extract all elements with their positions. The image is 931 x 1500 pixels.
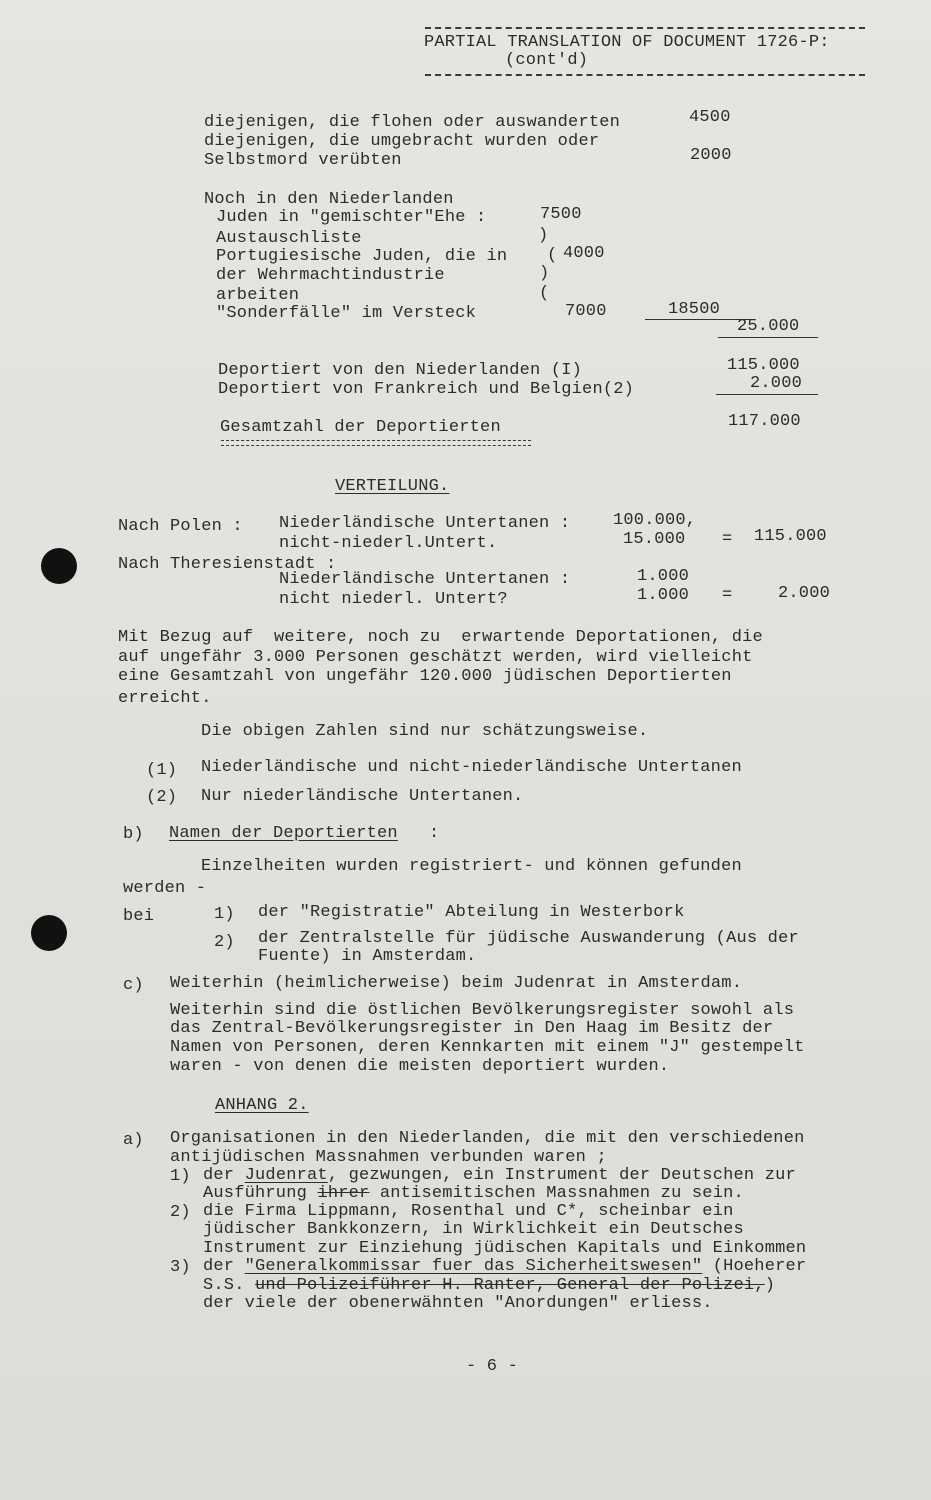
appendix-item-1-line-2c: antisemitischen Massnahmen zu sein. (369, 1184, 744, 1203)
netherlands-mixed-value: 7500 (540, 205, 582, 224)
names-line-2: werden - (123, 879, 207, 898)
deported-fr-label: Deportiert von Frankreich und Belgien(2) (218, 380, 635, 399)
deported-total-label: Gesamtzahl der Deportierten (220, 418, 501, 437)
netherlands-portuguese: Portugiesische Juden, die in (216, 247, 508, 266)
footnote-1-num: (1) (146, 761, 178, 780)
page-number: - 6 - (466, 1357, 519, 1376)
appendix-item-2-line-2: jüdischer Bankkonzern, in Wirklichkeit ein Deutsches (203, 1220, 744, 1239)
footnote-2-text: Nur niederländische Untertanen. (201, 787, 524, 806)
names-heading: Namen der Deportierten (169, 824, 398, 843)
total-rule (718, 337, 818, 338)
emigrated-value-3: 2000 (690, 146, 732, 165)
appendix-item-2-line-1: die Firma Lippmann, Rosenthal und C*, scheinbar ein (203, 1202, 734, 1221)
appendix-intro-2: antijüdischen Massnahmen verbunden waren ; (170, 1148, 607, 1167)
emigrated-line-2: diejenigen, die umgebracht wurden oder (204, 132, 600, 151)
footnote-2-num: (2) (146, 788, 178, 807)
appendix-heading: ANHANG 2. (215, 1096, 309, 1115)
bracket-2: ( (547, 246, 558, 265)
punch-hole-bottom (31, 915, 67, 951)
ther-equals: = (722, 586, 733, 605)
netherlands-hiding: "Sonderfälle" im Versteck (216, 304, 477, 323)
distribution-heading: VERTEILUNG. (335, 477, 450, 496)
appendix-item-3-strike: und Polizeiführer H. Ranter, General der Polizei, (255, 1276, 765, 1295)
netherlands-working: arbeiten (216, 286, 300, 305)
appendix-item-3-b: (Hoeherer (702, 1257, 807, 1276)
header-top-dashes (425, 27, 865, 29)
netherlands-exchange: Austauschliste (216, 229, 362, 248)
emigrated-line-3: Selbstmord verübten (204, 151, 402, 170)
further-line-1: Weiterhin (heimlicherweise) beim Judenrat in Amsterdam. (170, 974, 743, 993)
ther-total: 2.000 (778, 584, 831, 603)
punch-hole-top (41, 548, 77, 584)
emigrated-line-1: diejenigen, die flohen oder auswanderten (204, 113, 621, 132)
appendix-item-1-line-1 (203, 1166, 796, 1185)
appendix-item-1-a: der (203, 1166, 245, 1185)
poland-equals: = (722, 530, 733, 549)
netherlands-mixed: Juden in "gemischter"Ehe : (216, 208, 487, 227)
netherlands-subtotal: 18500 (668, 300, 721, 319)
netherlands-group-value: 4000 (563, 244, 605, 263)
bracket-1: ) (538, 226, 549, 245)
estimate-line-4: erreicht. (118, 689, 212, 708)
header-bottom-dashes (425, 74, 865, 76)
deported-fr-value: 2.000 (750, 374, 803, 393)
names-item-2-num: 2) (214, 933, 235, 952)
further-line-2: Weiterhin sind die östlichen Bevölkerungsregister sowohl als (170, 1001, 795, 1020)
names-item-2-text: der Zentralstelle für jüdische Auswanderung (Aus der (258, 929, 799, 948)
netherlands-total: 25.000 (737, 317, 800, 336)
appendix-label: a) (123, 1131, 144, 1150)
names-item-1-num: 1) (214, 905, 235, 924)
further-line-4: Namen von Personen, deren Kennkarten mit einem "J" gestempelt (170, 1038, 805, 1057)
appendix-item-3-general: "Generalkommissar fuer das Sicherheitswesen" (244, 1257, 703, 1276)
deported-nl-value: 115.000 (727, 356, 800, 375)
names-label: b) (123, 825, 144, 844)
poland-row-1-value: 100.000, (613, 511, 697, 530)
poland-row-2-value: 15.000 (623, 530, 686, 549)
appendix-item-3-line-2 (203, 1276, 775, 1295)
netherlands-wehrmacht: der Wehrmachtindustrie (216, 266, 445, 285)
bracket-3: ) (539, 264, 550, 283)
names-colon: : (429, 824, 440, 843)
header-title: PARTIAL TRANSLATION OF DOCUMENT 1726-P: (424, 33, 830, 52)
theresienstadt-label: Nach Theresienstadt : (118, 555, 337, 574)
estimate-note: Die obigen Zahlen sind nur schätzungsweise. (201, 722, 649, 741)
estimate-line-3: eine Gesamtzahl von ungefähr 120.000 jüdischen Deportierten (118, 667, 732, 686)
netherlands-hiding-value: 7000 (565, 302, 607, 321)
appendix-item-1-num: 1) (170, 1167, 191, 1186)
appendix-item-3-line-1 (203, 1257, 806, 1276)
header-contd: (cont'd) (505, 51, 589, 70)
deported-nl-label: Deportiert von den Niederlanden (I) (218, 361, 583, 380)
appendix-item-2-num: 2) (170, 1203, 191, 1222)
total-double-underline (221, 440, 531, 446)
ther-row-2: nicht niederl. Untert? (279, 590, 508, 609)
poland-row-1: Niederländische Untertanen : (279, 514, 571, 533)
bracket-4: ( (539, 284, 550, 303)
netherlands-heading: Noch in den Niederlanden (204, 190, 454, 209)
names-line-1: Einzelheiten wurden registriert- und können gefunden (201, 857, 742, 876)
appendix-item-2-line-3: Instrument zur Einziehung jüdischen Kapitals und Einkommen (203, 1239, 807, 1258)
appendix-item-3-close: ) (764, 1276, 776, 1295)
footnote-1-text: Niederländische und nicht-niederländische Untertanen (201, 758, 742, 777)
ther-row-1-value: 1.000 (637, 567, 690, 586)
deported-total-value: 117.000 (728, 412, 801, 431)
appendix-item-3-line-3: der viele der obenerwähnten "Anordungen" erliess. (203, 1294, 713, 1313)
appendix-item-1-line-2a: Ausführung (203, 1184, 318, 1203)
estimate-line-2: auf ungefähr 3.000 Personen geschätzt werden, wird vielleicht (118, 648, 753, 667)
names-bei: bei (123, 907, 155, 926)
poland-label: Nach Polen : (118, 517, 243, 536)
appendix-intro-1: Organisationen in den Niederlanden, die mit den verschiedenen (170, 1129, 805, 1148)
appendix-item-1-line-2b: ihrer (317, 1184, 370, 1203)
further-line-3: das Zentral-Bevölkerungsregister in Den Haag im Besitz der (170, 1019, 774, 1038)
ther-row-2-value: 1.000 (637, 586, 690, 605)
poland-total: 115.000 (754, 527, 827, 546)
emigrated-value-1: 4500 (689, 108, 731, 127)
ther-row-1: Niederländische Untertanen : (279, 570, 571, 589)
appendix-item-3-a: der (203, 1257, 245, 1276)
further-line-5: waren - von denen die meisten deportiert wurden. (170, 1057, 670, 1076)
appendix-item-3-num: 3) (170, 1258, 191, 1277)
poland-row-2: nicht-niederl.Untert. (279, 534, 498, 553)
appendix-item-3-ss: S.S. (203, 1276, 256, 1295)
names-item-2-text-2: Fuente) in Amsterdam. (258, 947, 477, 966)
appendix-item-1-judenrat: Judenrat (244, 1166, 328, 1185)
deported-rule (716, 394, 818, 395)
appendix-item-1-b: , gezwungen, ein Instrument der Deutschen zur (327, 1166, 796, 1185)
appendix-item-1-line-2 (203, 1184, 744, 1203)
names-item-1-text: der "Registratie" Abteilung in Westerbork (258, 903, 685, 922)
estimate-line-1: Mit Bezug auf weitere, noch zu erwartende Deportationen, die (118, 628, 763, 647)
further-label: c) (123, 976, 144, 995)
